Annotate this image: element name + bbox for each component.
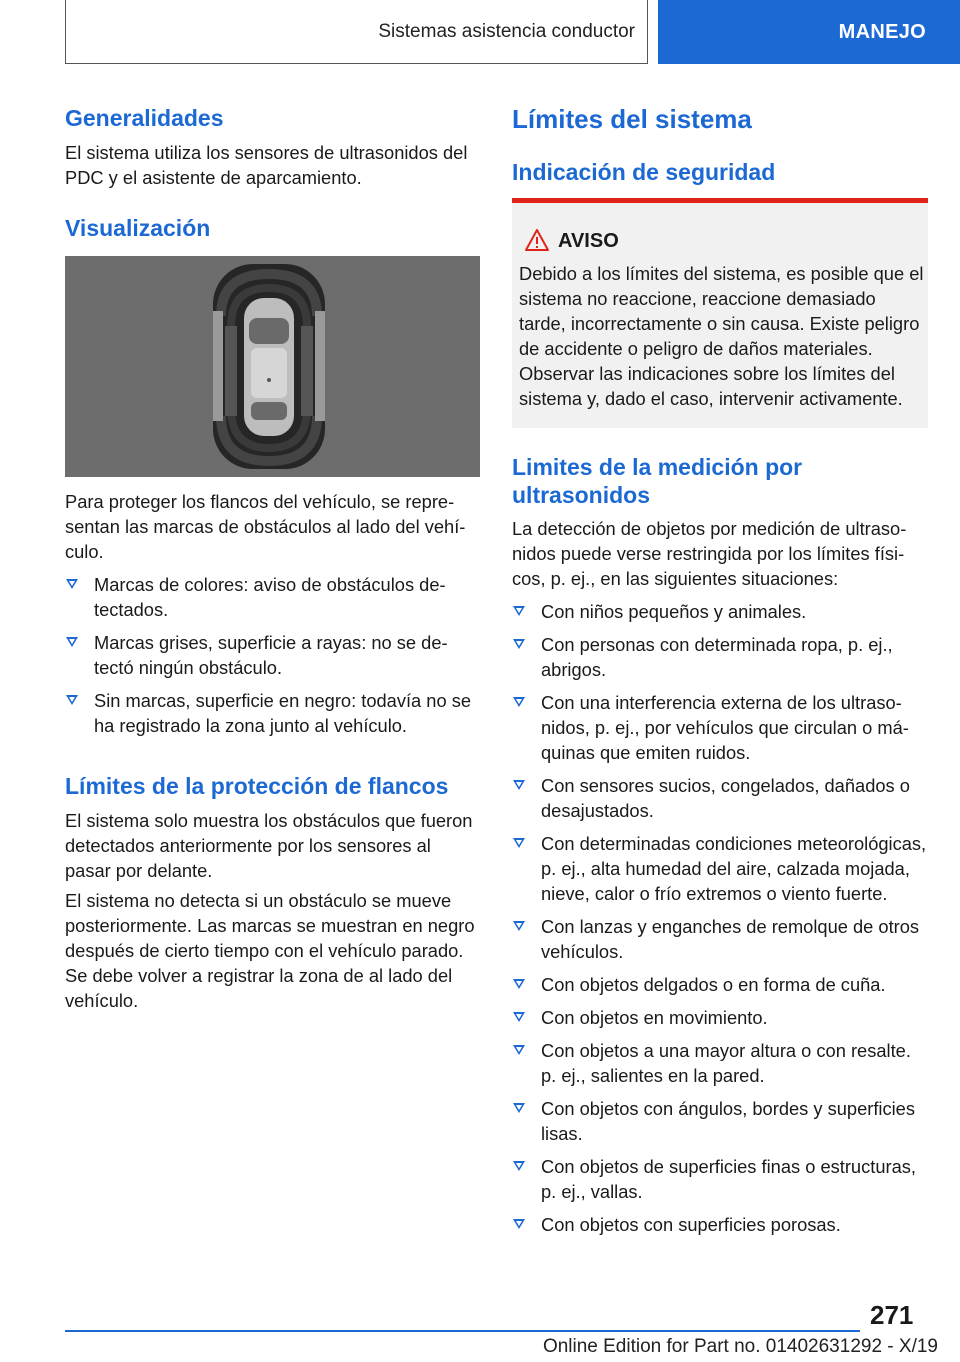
warning-text: Debido a los límites del sistema, es posible que el sistema no reaccione, reaccione demasiado tarde, incorrectamente o sin causa. Existe peligro de accidente o peligro de daños materiales. Observar las indicaciones sobre los límites del sistema y, dado el caso, intervenir activamente. [519, 263, 924, 409]
paragraph-medicion: La detección de objetos por medición de ultrasonidos puede verse restringida por los límites físicos, p. ej., en las siguientes situaciones: [512, 518, 907, 589]
paragraph-generalidades: El sistema utiliza los sensores de ultrasonidos del PDC y el asistente de aparcamiento. [65, 142, 468, 188]
section-title: Sistemas asistencia conductor [378, 20, 635, 42]
bullet-triangle-icon [513, 639, 525, 649]
list-item: Con objetos delgados o en forma de cuña. [512, 972, 928, 997]
ultrasonic-limits-list [512, 599, 928, 1237]
list-item: Con lanzas y enganches de remolque de otros vehículos. [512, 914, 928, 964]
pdc-visualization-figure [65, 256, 480, 477]
bullet-triangle-icon [513, 1161, 525, 1171]
list-item: Con niños pequeños y animales. [512, 599, 928, 624]
warning-triangle-icon [524, 228, 550, 252]
running-header-section [65, 0, 648, 64]
bullet-triangle-icon [66, 695, 78, 705]
bullet-triangle-icon [513, 1012, 525, 1022]
bullet-triangle-icon [66, 637, 78, 647]
bullet-triangle-icon [66, 579, 78, 589]
bullet-triangle-icon [513, 921, 525, 931]
bullet-triangle-icon [513, 979, 525, 989]
heading-limites-sistema: Límites del sistema [512, 104, 752, 134]
list-item: Sin marcas, superficie en negro: todavía no se ha registrado la zona junto al vehículo. [65, 688, 480, 738]
bullet-triangle-icon [513, 1219, 525, 1229]
list-item: Con una interferencia externa de los ultrasonidos, p. ej., por vehículos que circulan o máquinas que emiten ruidos. [512, 690, 928, 765]
list-item: Con sensores sucios, congelados, dañados o desajustados. [512, 773, 928, 823]
heading-generalidades: Generalidades [65, 105, 224, 131]
parking-sensor-diagram [65, 256, 480, 477]
list-item: Marcas grises, superficie a rayas: no se detectó ningún obstáculo. [65, 630, 480, 680]
list-item: Con determinadas condiciones meteorológicas, p. ej., alta humedad del aire, calzada mojada, nieve, calor o frío extremos o viento fuerte. [512, 831, 928, 906]
heading-indicacion-seguridad: Indicación de seguridad [512, 159, 776, 185]
edition-footer: Online Edition for Part no. 01402631292 - X/19 [542, 1336, 938, 1357]
list-item: Con personas con determinada ropa, p. ej., abrigos. [512, 632, 928, 682]
footer-rule [65, 1330, 860, 1332]
paragraph-flancos-2: El sistema no detecta si un obstáculo se mueve posteriormente. Las marcas se muestran en negro después de cierto tiempo con el vehículo parado. Se debe volver a registrar la zona de al lado del vehículo. [65, 890, 475, 1011]
page-number: 271 [870, 1300, 914, 1330]
bullet-triangle-icon [513, 697, 525, 707]
list-item: Con objetos con superficies porosas. [512, 1212, 928, 1237]
warning-box [512, 198, 928, 428]
bullet-triangle-icon [513, 606, 525, 616]
heading-limites-flancos: Límites de la protección de flancos [65, 773, 449, 799]
visualization-bullet-list [65, 572, 480, 738]
list-item: Marcas de colores: aviso de obstáculos detectados. [65, 572, 480, 622]
list-item: Con objetos en movimiento. [512, 1005, 928, 1030]
chapter-tab [658, 0, 960, 64]
list-item: Con objetos con ángulos, bordes y superficies lisas. [512, 1096, 928, 1146]
warning-title: AVISO [558, 230, 619, 252]
list-item: Con objetos a una mayor altura o con resalte. p. ej., salientes en la pared. [512, 1038, 928, 1088]
heading-visualizacion: Visualización [65, 215, 211, 241]
paragraph-flancos-1: El sistema solo muestra los obstáculos que fueron detectados anteriormente por los sensores al pasar por delante. [65, 810, 473, 881]
list-item: Con objetos de superficies finas o estructuras, p. ej., vallas. [512, 1154, 928, 1204]
bullet-triangle-icon [513, 1045, 525, 1055]
heading-limites-medicion: Limites de la medición por ultrasonidos [512, 454, 803, 508]
paragraph-visualizacion: Para proteger los flancos del vehículo, se representan las marcas de obstáculos al lado del vehículo. [65, 491, 466, 562]
chapter-title: MANEJO [838, 20, 926, 43]
bullet-triangle-icon [513, 1103, 525, 1113]
bullet-triangle-icon [513, 780, 525, 790]
bullet-triangle-icon [513, 838, 525, 848]
